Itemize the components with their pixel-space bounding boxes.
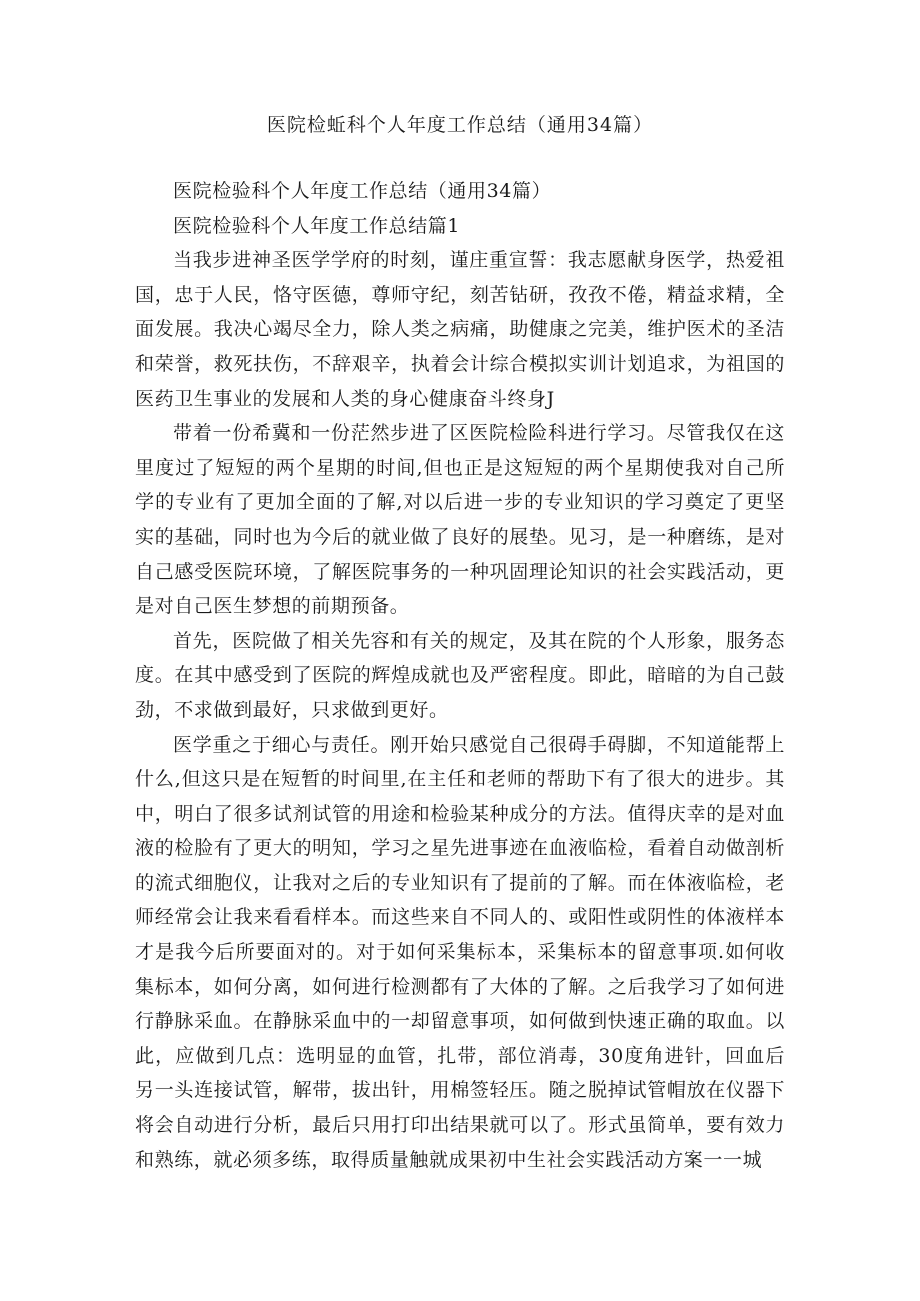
paragraph-first: 首先，医院做了相关先容和有关的规定，及其在院的个人形象，服务态度。在其中感受到了医院的辉煌成就也及严密程度。即此，暗暗的为自己鼓劲，不求做到最好，只求做到更好。: [135, 629, 785, 721]
document-body: [135, 174, 785, 1177]
document-title: 医院检蚯科个人年度工作总结（通用34篇）: [266, 114, 654, 136]
paragraph-responsibility: 医学重之于细心与责任。刚开始只感觉自己很碍手碍脚，不知道能帮上什么,但这只是在短暂的时间里,在主任和老师的帮助下有了很大的进步。其中，明白了很多试剂试管的用途和检验某种成分的方法。值得庆幸的是对血液的检脸有了更大的明知，学习之星先进事迹在血液临检，看着自动做剖析的流式细胞仪，让我对之后的专业知识有了提前的了解。而在体液临检，老师经常会让我来看看样本。而这些来自不同人的、或阳性或阴性的体液样本才是我今后所要面对的。对于如何采集标本，采集标本的留意事项.如何收集标本，如何分离，如何进行检测都有了大体的了解。之后我学习了如何进行静脉采血。在静脉采血中的一却留意事项，如何做到快速正确的取血。以此，应做到几点：选明显的血管，扎带，部位消毒，30度角进针，回血后另一头连接试管，解带，拔出针，用棉签轻压。随之脱掉试管帽放在仪器下将会自动进行分析，最后只用打印出结果就可以了。形式虽简单，要有效力和熟练，就必须多练，取得质量触就成果初中生社会实践活动方案一一城: [135, 733, 785, 1171]
paragraph-oath: 当我步进神圣医学学府的时刻，谨庄重宣誓：我志愿献身医学，热爱祖国，忠于人民，恪守医德，尊师守纪，刻苦钻研，孜孜不倦，精益求精，全面发展。我决心竭尽全力，除人类之病痛，助健康之完美，维护医术的圣洁和荣誉，救死扶伤，不辞艰辛，执着会计综合模拟实训计划追求，为祖国的医药卫生事业的发展和人类的身心健康奋斗终身J: [135, 249, 785, 410]
section-heading: 医院检验科个人年度工作总结篇1: [173, 214, 461, 237]
document-subtitle: 医院检验科个人年度工作总结（通用34篇）: [173, 180, 552, 202]
paragraph-internship: 带着一份希冀和一份茫然步进了区医院检险科进行学习。尽管我仅在这里度过了短短的两个星期的时间,但也正是这短短的两个星期使我对自己所学的专业有了更加全面的了解,对以后进一步的专业知识的学习奠定了更坚实的基础，同时也为今后的就业做了良好的展垫。见习，是一种磨练，是对自己感受医院环境，了解医院事务的一种巩固理论知识的社会实践活动，更是对自己医生梦想的前期预备。: [135, 422, 785, 618]
